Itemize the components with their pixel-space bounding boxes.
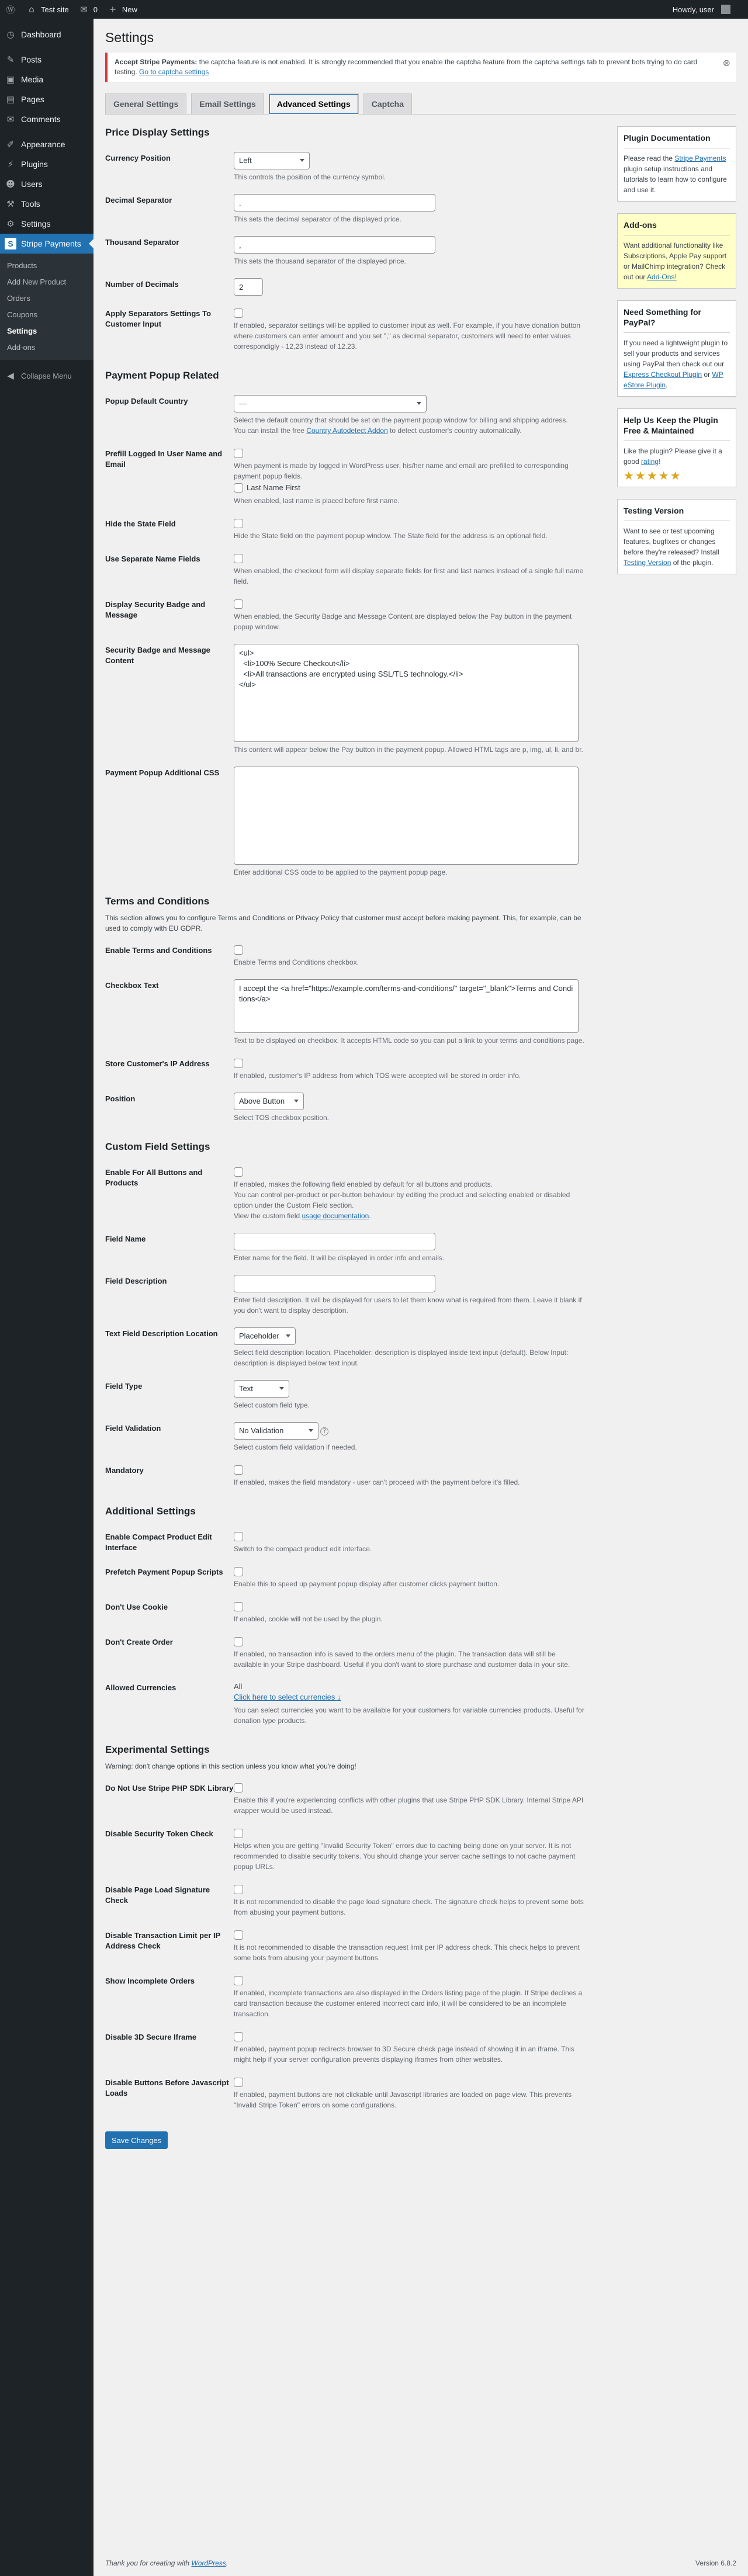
payment-popup-heading: Payment Popup Related <box>105 370 219 381</box>
new-content-menu[interactable] <box>102 0 142 19</box>
desc-location-desc: Select field description location. Placeholder: description is displayed inside text input (default). Below Input: description is displayed below text input. <box>234 1348 569 1367</box>
label-compact: Enable Compact Product Edit Interface <box>105 1533 212 1552</box>
stripe-icon: S <box>5 238 16 249</box>
enable-terms-checkbox[interactable] <box>234 945 243 955</box>
notice-plugin-name: Accept Stripe Payments: <box>115 58 198 66</box>
row-enable-terms <box>105 938 590 973</box>
row-store-ip <box>105 1052 590 1087</box>
label-ip-limit: Disable Transaction Limit per IP Address Check <box>105 1931 220 1950</box>
usage-documentation-link[interactable]: usage documentation <box>302 1212 369 1220</box>
prefetch-checkbox[interactable] <box>234 1567 243 1576</box>
wp-estore-link[interactable]: WP eStore Plugin <box>624 370 723 389</box>
label-no-cookie: Don't Use Cookie <box>105 1603 168 1611</box>
save-changes-button[interactable]: Save Changes <box>105 2131 168 2149</box>
field-validation-desc: Select custom field validation if needed. <box>234 1443 357 1451</box>
doc-box-title: Plugin Documentation <box>624 133 730 148</box>
row-page-load-sig <box>105 1878 590 1923</box>
addons-link[interactable]: Add-Ons! <box>647 273 677 281</box>
users-icon: ☻ <box>6 179 15 189</box>
apply-separators-checkbox[interactable] <box>234 308 243 318</box>
page-load-sig-desc: It is not recommended to disable the page load signature check. The signature check helps to prevent some bots from abusing your payment buttons. <box>234 1898 584 1916</box>
badge-content-desc: This content will appear below the Pay button in the payment popup. Allowed HTML tags are p, img, ul, li, and br. <box>234 746 583 754</box>
label-js-load: Disable Buttons Before Javascript Loads <box>105 2078 229 2097</box>
no-3ds-iframe-checkbox[interactable] <box>234 2032 243 2041</box>
field-name-desc: Enter name for the field. It will be displayed in order info and emails. <box>234 1254 445 1262</box>
tab-general-settings[interactable]: General Settings <box>105 93 186 115</box>
default-country-select[interactable]: — <box>234 395 427 412</box>
terms-position-desc: Select TOS checkbox position. <box>234 1114 329 1122</box>
row-ip-limit <box>105 1923 590 1969</box>
help-box <box>617 408 736 487</box>
incomplete-desc: If enabled, incomplete transactions are also displayed in the Orders listing page of the plugin. If Stripe declines a card transaction because the customer entered incorrect card info, it will be considered to be an incomplete transaction. <box>234 1989 583 2018</box>
label-desc-location: Text Field Description Location <box>105 1329 218 1338</box>
separate-name-checkbox[interactable] <box>234 554 243 563</box>
my-account-menu[interactable] <box>668 0 748 19</box>
compact-checkbox[interactable] <box>234 1532 243 1541</box>
label-page-load-sig: Disable Page Load Signature Check <box>105 1885 210 1905</box>
menu-pages[interactable]: ▤ Pages <box>0 89 94 109</box>
row-checkbox-text <box>105 973 590 1052</box>
label-decimals: Number of Decimals <box>105 280 179 289</box>
store-ip-checkbox[interactable] <box>234 1059 243 1068</box>
custom-field-heading: Custom Field Settings <box>105 1141 210 1152</box>
settings-form <box>105 115 590 2149</box>
label-badge-content: Security Badge and Message Content <box>105 646 210 665</box>
comment-icon: ✉ <box>80 4 88 15</box>
decimal-separator-input[interactable] <box>234 194 435 212</box>
field-name-input[interactable] <box>234 1233 435 1250</box>
row-no-sdk <box>105 1776 590 1822</box>
experimental-warning: Warning: don't change options in this section unless you know what you're doing! <box>105 1762 356 1770</box>
menu-plugins[interactable]: ⚡ Plugins <box>0 154 94 174</box>
row-additional-css <box>105 761 590 883</box>
token-check-checkbox[interactable] <box>234 1829 243 1838</box>
comments-menu[interactable] <box>74 0 102 19</box>
row-compact <box>105 1525 590 1560</box>
desc-location-select[interactable]: Placeholder <box>234 1327 296 1345</box>
label-checkbox-text: Checkbox Text <box>105 981 159 990</box>
menu-dashboard[interactable]: ◷ Dashboard <box>0 25 94 44</box>
tab-email-settings[interactable]: Email Settings <box>191 93 264 115</box>
field-description-desc: Enter field description. It will be displayed for users to let them know what is required from them. Leave it blank if you don't want to display description. <box>234 1296 582 1315</box>
prefill-desc: When payment is made by logged in WordPress user, his/her name and email are prefilled to corresponding payment popup fields. <box>234 462 569 480</box>
comments-count: 0 <box>93 5 98 14</box>
label-apply-separators: Apply Separators Settings To Customer Input <box>105 309 212 328</box>
row-terms-position <box>105 1087 590 1129</box>
pin-icon: ✎ <box>6 54 15 65</box>
tab-advanced-settings[interactable]: Advanced Settings <box>269 93 359 115</box>
sidebar <box>617 126 736 2149</box>
apply-separators-desc: If enabled, separator settings will be applied to customer input as well. For example, if you have donation button where customers can enter amount and you set "," as decimal separator, customers will need to enter values correspondigly - 12,23 instead of 12.23. <box>234 321 581 351</box>
terms-heading: Terms and Conditions <box>105 896 210 907</box>
label-mandatory: Mandatory <box>105 1466 144 1475</box>
howdy-text: Howdy, user <box>672 5 714 14</box>
row-field-validation <box>105 1416 590 1458</box>
row-desc-location <box>105 1322 590 1374</box>
dismiss-icon[interactable]: ⊗ <box>722 57 730 68</box>
menu-posts[interactable]: ✎ Posts <box>0 50 94 70</box>
country-autodetect-desc: You can install the free Country Autodetect Addon to detect customer's country automatically. <box>234 427 522 435</box>
tab-captcha[interactable]: Captcha <box>363 93 412 115</box>
testing-box-text: Want to see or test upcoming features, bugfixes or changes before they're released? Install Testing Version of the plugin. <box>624 527 719 567</box>
wordpress-icon: Ⓦ <box>6 4 15 15</box>
label-currencies: Allowed Currencies <box>105 1683 176 1692</box>
label-token-check: Disable Security Token Check <box>105 1829 213 1838</box>
row-field-name <box>105 1227 590 1269</box>
last-name-first-checkbox[interactable] <box>234 483 243 493</box>
plugin-icon: ⚡ <box>7 159 14 169</box>
row-js-load <box>105 2071 590 2116</box>
js-load-checkbox[interactable] <box>234 2078 243 2087</box>
avatar <box>721 5 730 14</box>
field-validation-select[interactable]: No Validation <box>234 1422 318 1440</box>
no-cookie-desc: If enabled, cookie will not be used by the plugin. <box>234 1615 383 1623</box>
no-cookie-checkbox[interactable] <box>234 1602 243 1611</box>
label-no-3ds-iframe: Disable 3D Secure Iframe <box>105 2033 197 2041</box>
rating-link[interactable]: rating <box>641 457 659 466</box>
label-default-country: Popup Default Country <box>105 397 188 405</box>
currencies-value: All <box>234 1682 243 1691</box>
field-type-desc: Select custom field type. <box>234 1401 310 1409</box>
help-box-title: Help Us Keep the Plugin Free & Maintained <box>624 415 730 441</box>
label-no-order: Don't Create Order <box>105 1638 173 1646</box>
addons-box-title: Add-ons <box>624 220 730 235</box>
admin-menu <box>0 19 94 2576</box>
footer <box>105 2559 736 2567</box>
security-badge-desc: When enabled, the Security Badge and Message Content are displayed below the Pay button in the payment popup window. <box>234 612 572 631</box>
currency-position-select[interactable]: Left <box>234 152 310 169</box>
label-enable-all: Enable For All Buttons and Products <box>105 1168 203 1187</box>
currency-position-desc: This controls the position of the currency symbol. <box>234 173 386 181</box>
submenu-products[interactable]: Products <box>7 261 37 270</box>
main-wrap <box>105 19 736 2149</box>
token-check-desc: Helps when you are getting "Invalid Security Token" errors due to caching being done on your server. It is not recommended to disable security tokens. You should change your server cache settings to not cache payment popup URLs. <box>234 1842 576 1871</box>
label-field-description: Field Description <box>105 1277 167 1285</box>
row-mandatory <box>105 1458 590 1493</box>
usage-doc-desc: View the custom field usage documentation. <box>234 1212 371 1220</box>
brush-icon: ✐ <box>6 139 15 150</box>
site-name-menu[interactable] <box>21 0 74 19</box>
no-sdk-desc: Enable this if you're experiencing conflicts with other plugins that use Stripe PHP SDK Library. Internal Stripe API wrapper would be used instead. <box>234 1796 584 1815</box>
no-order-checkbox[interactable] <box>234 1637 243 1646</box>
row-separate-name <box>105 547 590 592</box>
terms-position-select[interactable]: Above Button <box>234 1093 304 1110</box>
addons-box <box>617 213 736 289</box>
no-sdk-checkbox[interactable] <box>234 1783 243 1793</box>
row-currencies <box>105 1676 590 1732</box>
express-checkout-link[interactable]: Express Checkout Plugin <box>624 370 702 379</box>
additional-css-desc: Enter additional CSS code to be applied to the payment popup page. <box>234 868 448 876</box>
row-no-3ds-iframe <box>105 2025 590 2071</box>
row-token-check <box>105 1822 590 1878</box>
menu-stripe-payments[interactable]: S Stripe Payments <box>0 234 94 254</box>
enable-all-checkbox[interactable] <box>234 1167 243 1177</box>
label-enable-terms: Enable Terms and Conditions <box>105 946 212 955</box>
thousand-separator-input[interactable] <box>234 236 435 254</box>
testing-version-box <box>617 499 736 574</box>
label-field-type: Field Type <box>105 1382 143 1391</box>
row-prefetch <box>105 1560 590 1595</box>
submenu-orders[interactable]: Orders <box>7 294 30 303</box>
stripe-payments-doc-link[interactable]: Stripe Payments <box>674 154 726 162</box>
help-box-text: Like the plugin? Please give it a good rating! <box>624 447 722 466</box>
wordpress-link[interactable]: WordPress <box>191 2559 226 2567</box>
enable-all-desc-2: You can control per-product or per-button behaviour by editing the product and selecting enabled or disabled option under the Custom Field section. <box>234 1191 570 1209</box>
menu-appearance[interactable]: ✐ Appearance <box>0 134 94 154</box>
last-name-first-label: Last Name First <box>247 483 300 492</box>
enable-all-desc: If enabled, makes the following field enabled by default for all buttons and products. <box>234 1180 493 1188</box>
submenu-add-new-product[interactable]: Add New Product <box>7 278 67 286</box>
row-badge-content <box>105 638 590 761</box>
additional-settings-heading: Additional Settings <box>105 1506 196 1517</box>
dashboard-icon: ◷ <box>6 29 15 40</box>
plugin-documentation-box <box>617 126 736 202</box>
no-order-desc: If enabled, no transaction info is saved to the orders menu of the plugin. The transaction data will still be available in your Stripe dashboard. Useful if you don't want to store purchase and customer data in your site. <box>234 1650 570 1669</box>
row-security-badge <box>105 592 590 638</box>
site-name: Test site <box>41 5 69 14</box>
paypal-box-text: If you need a lightweight plugin to sell your products and services using PayPal then check out our Express Checkout Plugin or WP eStore Plugin. <box>624 339 728 389</box>
wp-logo-menu[interactable] <box>0 0 21 19</box>
label-no-sdk: Do Not Use Stripe PHP SDK Library <box>105 1784 234 1793</box>
row-default-country <box>105 389 590 442</box>
select-currencies-link[interactable]: Click here to select currencies ↓ <box>234 1693 341 1701</box>
country-autodetect-link[interactable]: Country Autodetect Addon <box>306 427 388 435</box>
captcha-notice <box>105 53 736 82</box>
row-hide-state <box>105 512 590 547</box>
label-incomplete: Show Incomplete Orders <box>105 1977 195 1985</box>
collapse-menu-button[interactable]: ◀ Collapse Menu <box>0 366 94 386</box>
admin-bar <box>0 0 748 19</box>
settings-tabs <box>105 93 736 115</box>
notice-captcha-link[interactable]: Go to captcha settings <box>139 68 209 76</box>
last-name-first-desc: When enabled, last name is placed before first name. <box>234 497 400 505</box>
doc-box-text: Please read the Stripe Payments plugin setup instructions and tutorials to learn how to configure and use it. <box>624 154 727 194</box>
new-label: New <box>122 5 137 14</box>
wrench-icon: ⚒ <box>6 199 15 209</box>
mandatory-checkbox[interactable] <box>234 1465 243 1475</box>
thousand-separator-desc: This sets the thousand separator of the displayed price. <box>234 257 406 265</box>
badge-content-textarea[interactable]: <ul> <li>100% Secure Checkout</li> <li>All transactions are encrypted using SSL/TLS technology.</li> </ul> <box>234 644 579 742</box>
row-decimal-separator <box>105 188 590 230</box>
row-decimals <box>105 272 590 301</box>
row-enable-all <box>105 1160 590 1227</box>
label-thousand-separator: Thousand Separator <box>105 238 179 247</box>
label-field-name: Field Name <box>105 1235 146 1243</box>
label-terms-position: Position <box>105 1094 136 1103</box>
stripe-submenu <box>0 254 94 360</box>
menu-tools[interactable]: ⚒ Tools <box>0 194 94 214</box>
security-badge-checkbox[interactable] <box>234 599 243 609</box>
footer-thanks: Thank you for creating with WordPress. <box>105 2559 228 2567</box>
checkbox-text-desc: Text to be displayed on checkbox. It accepts HTML code so you can put a link to your terms and conditions page. <box>234 1036 584 1045</box>
testing-box-title: Testing Version <box>624 505 730 521</box>
row-no-cookie <box>105 1595 590 1630</box>
media-icon: ▣ <box>6 74 15 85</box>
addons-box-text: Want additional functionality like Subscriptions, Apple Pay support or MailChimp integration? Check out our Add-Ons! <box>624 241 727 281</box>
experimental-heading: Experimental Settings <box>105 1744 210 1755</box>
collapse-icon: ◀ <box>7 370 14 381</box>
row-currency-position <box>105 146 590 188</box>
label-additional-css: Payment Popup Additional CSS <box>105 768 220 777</box>
paypal-box-title: Need Something for PayPal? <box>624 307 730 333</box>
label-field-validation: Field Validation <box>105 1424 161 1433</box>
compact-desc: Switch to the compact product edit interface. <box>234 1545 372 1553</box>
prefetch-desc: Enable this to speed up payment popup display after customer clicks payment button. <box>234 1580 500 1588</box>
footer-version: Version 6.8.2 <box>695 2559 736 2567</box>
ip-limit-checkbox[interactable] <box>234 1930 243 1940</box>
hide-state-checkbox[interactable] <box>234 519 243 528</box>
label-decimal-separator: Decimal Separator <box>105 196 172 204</box>
row-incomplete <box>105 1969 590 2025</box>
submenu-addons[interactable]: Add-ons <box>7 343 36 352</box>
row-apply-separators <box>105 301 590 358</box>
label-prefill: Prefill Logged In User Name and Email <box>105 449 223 469</box>
settings-icon: ⚙ <box>6 219 15 229</box>
enable-terms-desc: Enable Terms and Conditions checkbox. <box>234 958 359 966</box>
comment-icon: ✉ <box>6 114 15 124</box>
page-title: Settings <box>105 30 154 45</box>
terms-desc: This section allows you to configure Terms and Conditions or Privacy Policy that customer must accept before making payment. This, for example, can be used to comply with EU GDPR. <box>105 914 581 932</box>
row-field-description <box>105 1269 590 1322</box>
ip-limit-desc: It is not recommended to disable the transaction request limit per IP address check. This check helps to prevent some bots from abusing your payment buttons. <box>234 1943 580 1962</box>
menu-users[interactable]: ☻ Users <box>0 174 94 194</box>
menu-settings[interactable]: ⚙ Settings <box>0 214 94 234</box>
help-icon[interactable]: ? <box>320 1427 328 1436</box>
label-currency-position: Currency Position <box>105 154 171 162</box>
additional-css-textarea[interactable] <box>234 767 579 865</box>
mandatory-desc: If enabled, makes the field mandatory - user can't proceed with the payment before it's filled. <box>234 1478 520 1486</box>
plus-icon: + <box>109 4 117 15</box>
submenu-coupons[interactable]: Coupons <box>7 310 38 319</box>
menu-media[interactable]: ▣ Media <box>0 70 94 89</box>
store-ip-desc: If enabled, customer's IP address from which TOS were accepted will be stored in order info. <box>234 1072 521 1080</box>
decimals-input[interactable] <box>234 278 263 296</box>
label-hide-state: Hide the State Field <box>105 519 176 528</box>
notice-text: the captcha feature is not enabled. It is strongly recommended that you enable the captcha feature from the captcha settings tab to prevent bots trying to do card testing. <box>115 58 698 76</box>
row-field-type <box>105 1374 590 1416</box>
default-country-desc: Select the default country that should be set on the payment popup window for billing and shipping address. <box>234 416 568 424</box>
hide-state-desc: Hide the State field on the payment popup window. The State field for the address is an optional field. <box>234 532 548 540</box>
submenu-settings[interactable]: Settings <box>7 327 37 335</box>
menu-comments[interactable]: ✉ Comments <box>0 109 94 129</box>
separate-name-desc: When enabled, the checkout form will display separate fields for first and last names instead of a single full name field. <box>234 567 584 585</box>
prefill-checkbox[interactable] <box>234 449 243 458</box>
price-display-heading: Price Display Settings <box>105 127 210 138</box>
rating-stars-icon[interactable]: ★★★★★ <box>624 469 682 483</box>
field-description-input[interactable] <box>234 1275 435 1292</box>
testing-version-link[interactable]: Testing Version <box>624 559 671 567</box>
row-no-order <box>105 1630 590 1676</box>
decimal-separator-desc: This sets the decimal separator of the displayed price. <box>234 215 401 223</box>
label-security-badge: Display Security Badge and Message <box>105 600 206 619</box>
no-3ds-iframe-desc: If enabled, payment popup redirects browser to 3D Secure check page instead of showing it in an iframe. This might help if your server configuration prevents displaying iframes from other websites. <box>234 2045 574 2064</box>
checkbox-text-textarea[interactable]: I accept the <a href="https://example.com/terms-and-conditions/" target="_blank">Terms and Conditions</a> <box>234 979 579 1033</box>
row-prefill <box>105 442 590 512</box>
row-thousand-separator <box>105 230 590 272</box>
field-type-select[interactable]: Text <box>234 1380 289 1398</box>
incomplete-checkbox[interactable] <box>234 1976 243 1985</box>
label-store-ip: Store Customer's IP Address <box>105 1059 210 1068</box>
js-load-desc: If enabled, payment buttons are not clickable until Javascript libraries are loaded on page view. This prevents "Invalid Stripe Token" errors on some configurations. <box>234 2090 572 2109</box>
page-icon: ▤ <box>6 94 15 105</box>
currencies-desc: You can select currencies you want to be available for your customers for variable currencies products. Useful for donation type products. <box>234 1706 584 1725</box>
home-icon: ⌂ <box>29 4 34 15</box>
paypal-box <box>617 300 736 397</box>
label-prefetch: Prefetch Payment Popup Scripts <box>105 1568 223 1576</box>
page-load-sig-checkbox[interactable] <box>234 1885 243 1894</box>
label-separate-name: Use Separate Name Fields <box>105 554 200 563</box>
